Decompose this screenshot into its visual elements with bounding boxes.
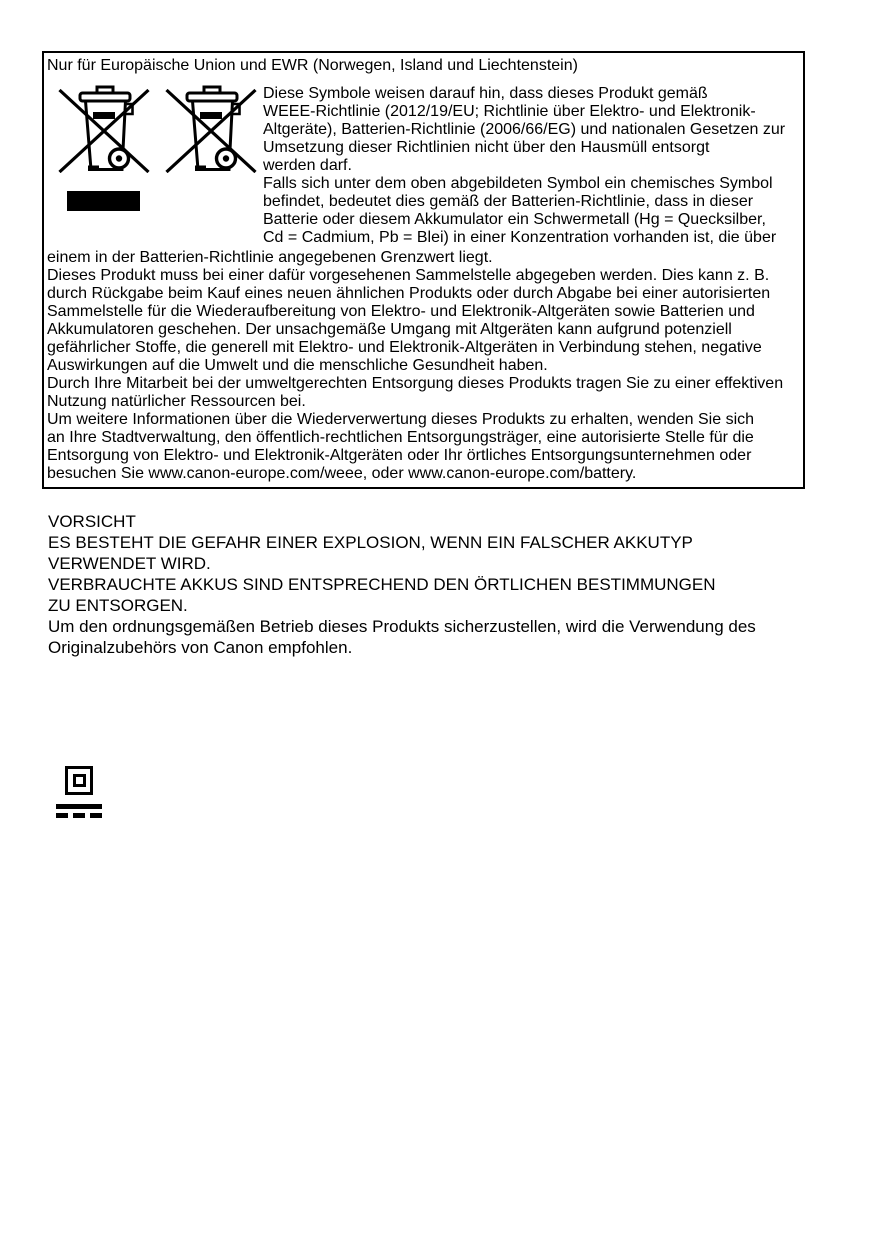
- electrical-symbols: [56, 766, 102, 818]
- caution-heading: VORSICHT: [48, 512, 136, 531]
- text-line: WEEE-Richtlinie (2012/19/EU; Richtlinie über Elektro- und Elektronik-: [263, 103, 756, 120]
- weee-fullwidth-text: [47, 249, 797, 483]
- caution-line: VERBRAUCHTE AKKUS SIND ENTSPRECHEND DEN ÖRTLICHEN BESTIMMUNGEN: [48, 575, 716, 594]
- weee-black-bar-icon: [67, 191, 140, 211]
- dc-dash: [56, 813, 68, 818]
- text-line: Akkumulatoren geschehen. Der unsachgemäße Umgang mit Altgeräten kann aufgrund potenziell: [47, 321, 732, 338]
- text-line: durch Rückgabe beim Kauf eines neuen ähnlichen Produkts oder durch Abgabe bei einer autorisierten: [47, 285, 771, 302]
- direct-current-dashes: [56, 813, 102, 818]
- dc-dash: [90, 813, 102, 818]
- text-line: befindet, bedeutet dies gemäß der Batterien-Richtlinie, dass in dieser: [263, 193, 754, 210]
- caution-line: ES BESTEHT DIE GEFAHR EINER EXPLOSION, WENN EIN FALSCHER AKKUTYP: [48, 533, 693, 552]
- class-ii-double-square-icon: [65, 766, 93, 795]
- text-line: Cd = Cadmium, Pb = Blei) in einer Konzentration vorhanden ist, die über: [263, 229, 777, 246]
- text-line: Falls sich unter dem oben abgebildeten Symbol ein chemisches Symbol: [263, 175, 773, 192]
- weee-notice-box: [42, 51, 805, 489]
- caution-section: [48, 511, 756, 658]
- dc-dash: [73, 813, 85, 818]
- weee-crossed-out-wheeled-bin-icon: [58, 85, 150, 173]
- text-line: gefährlicher Stoffe, die generell mit Elektro- und Elektronik-Altgeräten in Verbindung stehen, negative: [47, 339, 762, 356]
- caution-line: Um den ordnungsgemäßen Betrieb dieses Produkts sicherzustellen, wird die Verwendung des: [48, 617, 756, 636]
- weee-symbols-row: [47, 85, 797, 247]
- text-line: Um weitere Informationen über die Wiederverwertung dieses Produkts zu erhalten, wenden Sie sich: [47, 411, 755, 428]
- text-line: Entsorgung von Elektro- und Elektronik-Altgeräten oder Ihr örtliches Entsorgungsunternehmen oder: [47, 447, 752, 464]
- text-line: Durch Ihre Mitarbeit bei der umweltgerechten Entsorgung dieses Produkts tragen Sie zu einer effektiven: [47, 375, 784, 392]
- text-line: Batterie oder diesem Akkumulator ein Schwermetall (Hg = Quecksilber,: [263, 211, 766, 228]
- text-line: an Ihre Stadtverwaltung, den öffentlich-rechtlichen Entsorgungsträger, eine autorisierte Stelle für die: [47, 429, 754, 446]
- text-line: Umsetzung dieser Richtlinien nicht über den Hausmüll entsorgt: [263, 139, 710, 156]
- text-line: einem in der Batterien-Richtlinie angegebenen Grenzwert liegt.: [47, 249, 493, 266]
- weee-crossed-out-wheeled-bin-icon: [165, 85, 257, 173]
- text-line: besuchen Sie www.canon-europe.com/weee, oder www.canon-europe.com/battery.: [47, 465, 637, 482]
- caution-line: VERWENDET WIRD.: [48, 554, 211, 573]
- caution-line: ZU ENTSORGEN.: [48, 596, 188, 615]
- text-line: Sammelstelle für die Wiederaufbereitung von Elektro- und Elektronik-Altgeräten sowie Batterien und: [47, 303, 755, 320]
- text-line: Dieses Produkt muss bei einer dafür vorgesehenen Sammelstelle abgegeben werden. Dies kann z. B.: [47, 267, 770, 284]
- direct-current-icon: [56, 804, 102, 809]
- text-line: Auswirkungen auf die Umwelt und die menschliche Gesundheit haben.: [47, 357, 548, 374]
- class-ii-inner-square: [73, 774, 86, 787]
- text-line: werden darf.: [263, 157, 352, 174]
- weee-symbols-column: [47, 85, 263, 247]
- text-line: Nutzung natürlicher Ressourcen bei.: [47, 393, 306, 410]
- caution-line: Originalzubehörs von Canon empfohlen.: [48, 638, 353, 657]
- weee-indented-text: [263, 85, 797, 247]
- weee-box-title: Nur für Europäische Union und EWR (Norwegen, Island und Liechtenstein): [47, 57, 578, 74]
- text-line: Altgeräte), Batterien-Richtlinie (2006/66/EG) und nationalen Gesetzen zur: [263, 121, 786, 138]
- text-line: Diese Symbole weisen darauf hin, dass dieses Produkt gemäß: [263, 85, 708, 102]
